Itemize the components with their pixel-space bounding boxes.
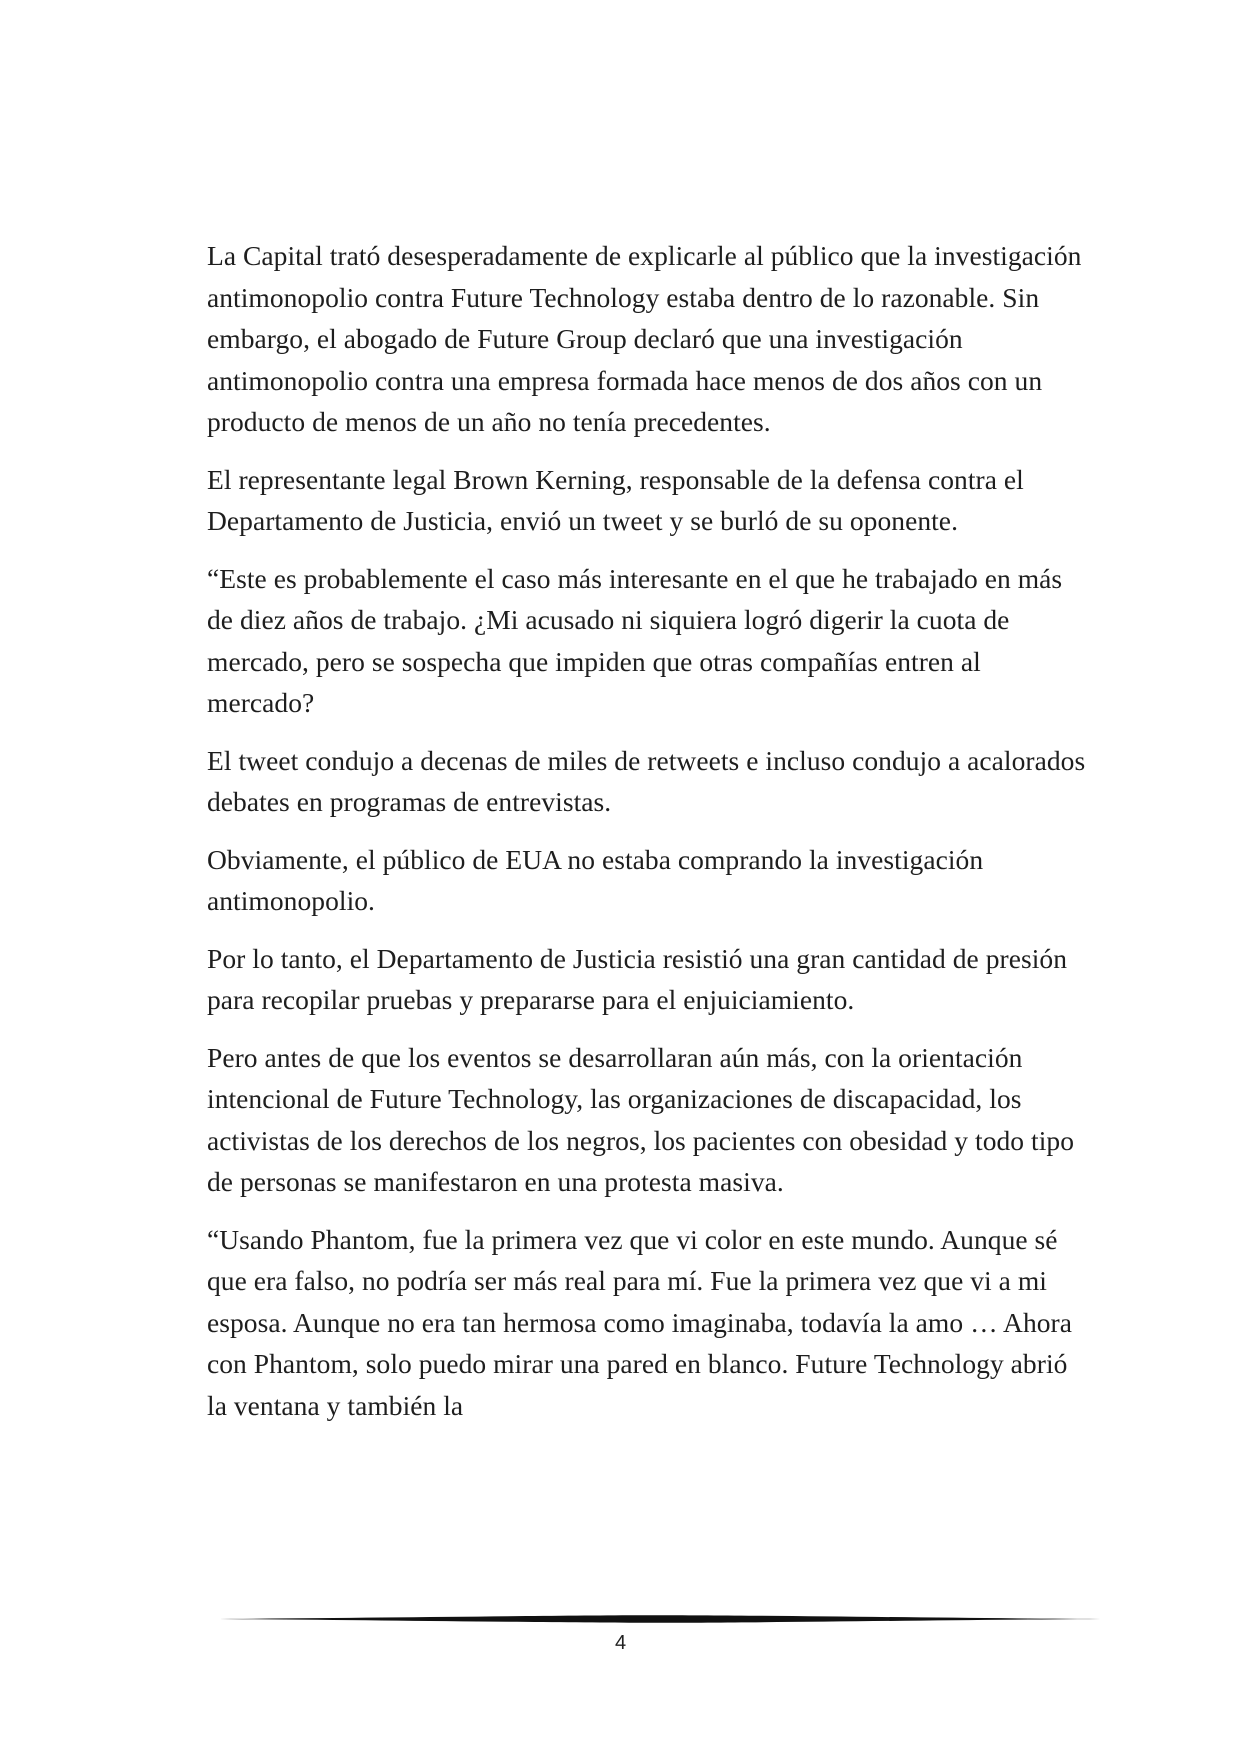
paragraph-8: “Usando Phantom, fue la primera vez que vi color en este mundo. Aunque sé que era falso, no podría ser más real para mí. Fue la primera vez que vi a mi esposa. Aunque no era tan hermosa como imaginaba, todavía la amo … Ahora con Phantom, solo puedo mirar una pared en blanco. Future Technology abrió la ventana y también la <box>207 1223 1073 1421</box>
paragraph-5: Obviamente, el público de EUA no estaba comprando la investigación antimonopolio. <box>207 843 984 916</box>
paragraph-6: Por lo tanto, el Departamento de Justicia resistió una gran cantidad de presión para recopilar pruebas y prepararse para el enjuiciamiento. <box>207 942 1068 1015</box>
paragraph-7: Pero antes de que los eventos se desarrollaran aún más, con la orientación intencional de Future Technology, las organizaciones de discapacidad, los activistas de los derechos de los negros, los pacientes con obesidad y todo tipo de personas se manifestaron en una protesta masiva. <box>207 1041 1074 1197</box>
page-number: 4 <box>614 1632 627 1654</box>
paragraph-2: El representante legal Brown Kerning, responsable de la defensa contra el Departamento de Justicia, envió un tweet y se burló de su oponente. <box>207 463 1024 536</box>
paragraph-4: El tweet condujo a decenas de miles de retweets e incluso condujo a acalorados debates en programas de entrevistas. <box>207 744 1086 817</box>
page-body <box>207 235 1087 1442</box>
paragraph-3: “Este es probablemente el caso más interesante en el que he trabajado en más de diez años de trabajo. ¿Mi acusado ni siquiera logró digerir la cuota de mercado, pero se sospecha que impiden que otras compañías entren al mercado? <box>207 562 1063 718</box>
paragraph-1: La Capital trató desesperadamente de explicarle al público que la investigación antimonopolio contra Future Technology estaba dentro de lo razonable. Sin embargo, el abogado de Future Group declaró que una investigación antimonopolio contra una empresa formada hace menos de dos años con un producto de menos de un año no tenía precedentes. <box>207 240 1082 437</box>
footer-divider <box>208 1614 1112 1624</box>
